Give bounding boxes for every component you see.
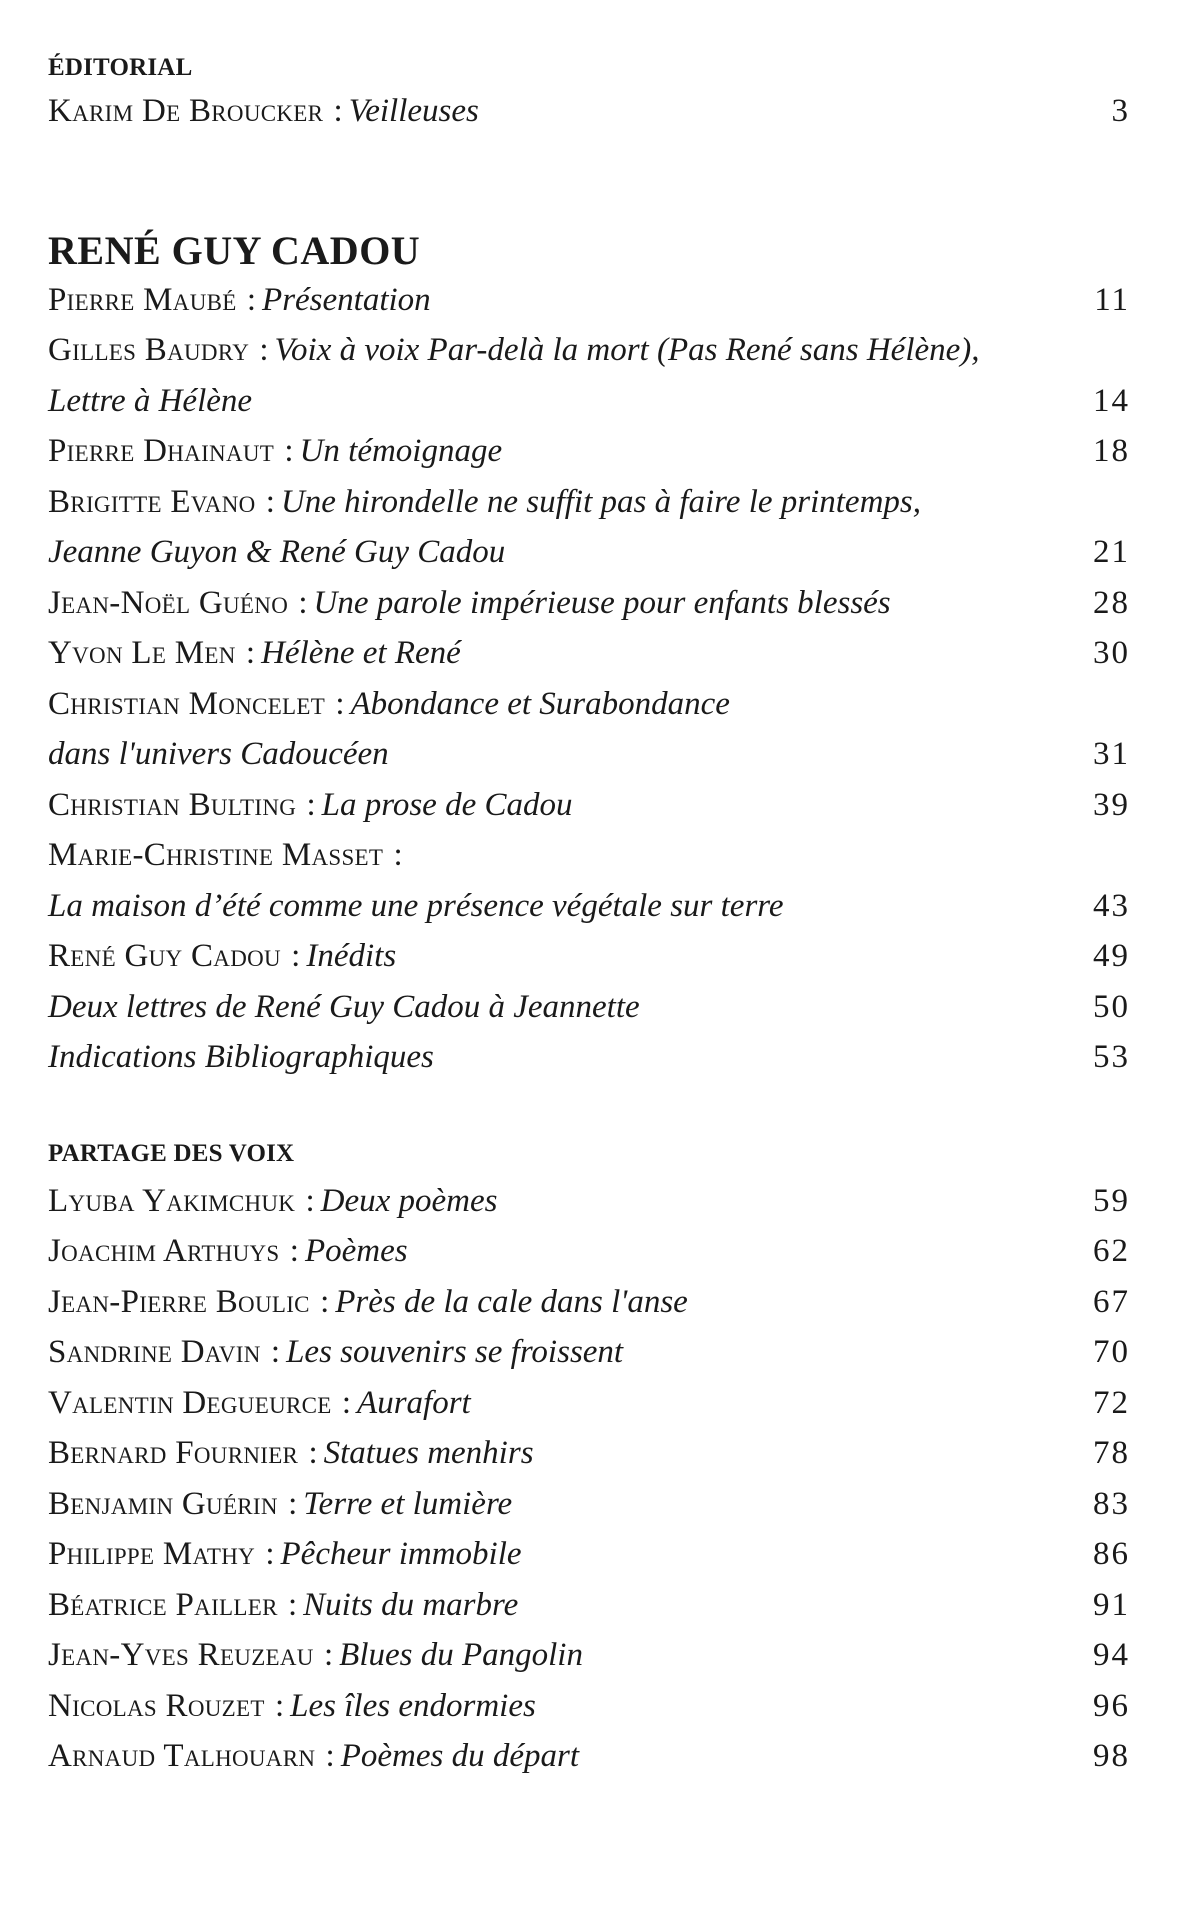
toc-entry: [48, 578, 1130, 629]
toc-entry: [48, 275, 1130, 326]
entry-page-number: 21: [1093, 534, 1130, 570]
entry-text: [48, 1378, 1060, 1429]
toc-entry: [48, 1277, 1130, 1328]
section-partage-des-voix: [48, 1138, 1130, 1782]
entry-text: [48, 426, 1060, 477]
author-separator: :: [282, 938, 301, 974]
entry-title: Deux poèmes: [320, 1182, 498, 1219]
toc-entry: [48, 1529, 1130, 1580]
entry-text: [48, 780, 1060, 831]
entry-text: [48, 628, 1060, 679]
entry-title: Abondance et Surabondance: [350, 685, 730, 722]
author-separator: :: [315, 1637, 334, 1673]
entry-page-number: 62: [1093, 1233, 1130, 1269]
entry-title: Les souvenirs se froissent: [286, 1334, 624, 1370]
entry-title: Poèmes: [304, 1233, 408, 1269]
toc-entry: [48, 1226, 1130, 1277]
author-separator: :: [279, 1586, 298, 1623]
author-separator: :: [311, 1283, 330, 1320]
toc-entry: [48, 679, 1130, 730]
toc-entry: [48, 477, 1130, 528]
section-rene-guy-cadou: [48, 227, 1130, 1083]
entry-title: Indications Bibliographiques: [48, 1039, 434, 1075]
toc-entry: [48, 931, 1130, 982]
toc-entry: [48, 830, 1130, 881]
entry-page-number: 28: [1093, 584, 1130, 621]
entry-page-number: 83: [1093, 1485, 1130, 1522]
entry-author: Karim De Broucker: [48, 93, 324, 129]
entry-title: Terre et lumière: [303, 1485, 513, 1522]
entry-text: [48, 1681, 1060, 1732]
entry-text: [48, 679, 1060, 730]
author-separator: :: [298, 786, 316, 823]
entry-text: [48, 1479, 1060, 1530]
entry-title: Un témoignage: [299, 433, 503, 469]
entry-page-number: 31: [1093, 736, 1130, 772]
entry-text: [48, 982, 1060, 1033]
toc-entry: [48, 780, 1130, 831]
entry-page-number: 11: [1094, 281, 1130, 318]
entry-author: Arnaud Talhouarn: [48, 1738, 316, 1774]
entry-text: [48, 1176, 1060, 1227]
entry-title: Blues du Pangolin: [339, 1637, 583, 1673]
toc-entry: [48, 86, 1130, 137]
entry-title: Les îles endormies: [290, 1687, 536, 1724]
entry-page-number: 49: [1093, 938, 1130, 974]
section-heading: PARTAGE DES VOIX: [48, 1139, 295, 1167]
entry-page-number: 96: [1093, 1687, 1130, 1724]
entry-text: [48, 881, 1060, 932]
toc-entry: [48, 527, 1130, 578]
entry-text: [48, 1277, 1060, 1328]
entry-title: Veilleuses: [348, 93, 479, 129]
toc-entry: [48, 1731, 1130, 1782]
entry-author: Béatrice Pailler: [48, 1586, 278, 1623]
toc-entry: [48, 982, 1130, 1033]
entry-author: Joachim Arthuys: [48, 1233, 280, 1269]
toc-entry: [48, 376, 1130, 427]
entry-text: [48, 275, 1060, 326]
entry-text: [48, 86, 1060, 137]
entry-text: [48, 1226, 1060, 1277]
author-separator: :: [325, 93, 343, 129]
toc-entry: [48, 1327, 1130, 1378]
table-of-contents: [48, 52, 1130, 1782]
toc-entry: [48, 1378, 1130, 1429]
author-separator: :: [300, 1435, 318, 1471]
entry-title: Près de la cale dans l'anse: [335, 1283, 688, 1320]
entry-title: Voix à voix Par-delà la mort (Pas René sans Hélène),: [274, 332, 980, 368]
entry-text: [48, 376, 1060, 427]
entry-text: [48, 1032, 1060, 1083]
entry-author: Valentin Degueurce: [48, 1384, 332, 1421]
entry-text: [48, 527, 1060, 578]
entry-author: Jean-Noël Guéno: [48, 584, 289, 621]
entry-text: [48, 1529, 1060, 1580]
toc-entry: [48, 325, 1130, 376]
entry-text: [48, 1580, 1060, 1631]
author-separator: :: [317, 1738, 335, 1774]
author-separator: :: [290, 584, 308, 621]
entry-author: Yvon Le Men: [48, 635, 236, 671]
entry-title: Hélène et René: [261, 635, 461, 671]
entry-author: Jean-Yves Reuzeau: [48, 1637, 314, 1673]
author-separator: :: [237, 635, 256, 671]
toc-entry: [48, 426, 1130, 477]
entry-title: La prose de Cadou: [321, 786, 573, 823]
entry-text: [48, 1630, 1060, 1681]
author-separator: :: [333, 1384, 352, 1421]
entry-author: Pierre Maubé: [48, 281, 237, 318]
entry-page-number: 67: [1093, 1283, 1130, 1320]
section-editorial: [48, 52, 1130, 137]
section-heading: ÉDITORIAL: [48, 54, 193, 81]
author-separator: :: [257, 1536, 275, 1572]
section-heading: RENÉ GUY CADOU: [48, 227, 421, 273]
toc-entry: [48, 729, 1130, 780]
entry-text: [48, 931, 1060, 982]
entry-text: [48, 729, 1060, 780]
entry-title: dans l'univers Cadoucéen: [48, 736, 389, 772]
entry-title: Inédits: [306, 938, 397, 974]
toc-entry: [48, 1176, 1130, 1227]
entry-author: Marie-Christine Masset: [48, 837, 384, 873]
entry-page-number: 91: [1093, 1586, 1130, 1623]
toc-entry: [48, 1428, 1130, 1479]
entry-page-number: 72: [1093, 1384, 1130, 1421]
entry-page-number: 53: [1093, 1039, 1130, 1075]
entry-page-number: 43: [1093, 887, 1130, 924]
toc-entry: [48, 1630, 1130, 1681]
entry-page-number: 30: [1093, 635, 1130, 671]
entry-author: Benjamin Guérin: [48, 1485, 278, 1522]
entry-title: Une hirondelle ne suffit pas à faire le printemps,: [280, 483, 922, 520]
entry-page-number: 39: [1093, 786, 1130, 823]
entry-title: Lettre à Hélène: [48, 382, 253, 419]
entry-title: Pêcheur immobile: [280, 1536, 522, 1572]
entry-title: Aurafort: [357, 1384, 471, 1421]
toc-entry: [48, 1580, 1130, 1631]
entry-page-number: 50: [1093, 988, 1130, 1025]
entry-author: Philippe Mathy: [48, 1536, 256, 1572]
entry-page-number: 14: [1093, 382, 1130, 419]
toc-entry: [48, 1681, 1130, 1732]
entry-author: Brigitte Evano: [48, 483, 256, 520]
entry-text: [48, 1327, 1060, 1378]
author-separator: :: [327, 685, 345, 722]
author-separator: :: [297, 1182, 315, 1219]
entry-author: Sandrine Davin: [48, 1334, 261, 1370]
author-separator: :: [279, 1485, 298, 1522]
entry-author: Lyuba Yakimchuk: [48, 1182, 296, 1219]
entry-author: Nicolas Rouzet: [48, 1687, 265, 1724]
author-separator: :: [238, 281, 257, 318]
toc-entry: [48, 881, 1130, 932]
entry-title: Une parole impérieuse pour enfants blessés: [313, 584, 891, 621]
entry-text: [48, 578, 1060, 629]
entry-page-number: 94: [1093, 1637, 1130, 1673]
entry-page-number: 3: [1111, 93, 1130, 129]
entry-text: [48, 1428, 1060, 1479]
author-separator: :: [257, 483, 275, 520]
author-separator: :: [281, 1233, 299, 1269]
entry-page-number: 86: [1093, 1536, 1130, 1572]
toc-entry: [48, 628, 1130, 679]
entry-page-number: 98: [1093, 1738, 1130, 1774]
entry-title: Nuits du marbre: [303, 1586, 519, 1623]
entry-title: Statues menhirs: [323, 1435, 534, 1471]
entry-author: Bernard Fournier: [48, 1435, 299, 1471]
entry-page-number: 59: [1093, 1182, 1130, 1219]
entry-author: Gilles Baudry: [48, 332, 250, 368]
author-separator: :: [266, 1687, 285, 1724]
author-separator: :: [385, 837, 403, 873]
author-separator: :: [251, 332, 269, 368]
author-separator: :: [262, 1334, 281, 1370]
entry-text: [48, 830, 1060, 881]
entry-text: [48, 477, 1060, 528]
entry-author: Pierre Dhainaut: [48, 433, 275, 469]
entry-page-number: 78: [1093, 1435, 1130, 1471]
author-separator: :: [276, 433, 294, 469]
entry-text: [48, 325, 1060, 376]
toc-entry: [48, 1479, 1130, 1530]
entry-title: Jeanne Guyon & René Guy Cadou: [48, 534, 506, 570]
entry-author: Christian Moncelet: [48, 685, 326, 722]
entry-title: La maison d’été comme une présence végétale sur terre: [48, 887, 784, 924]
entry-title: Deux lettres de René Guy Cadou à Jeannette: [48, 988, 640, 1025]
entry-page-number: 70: [1093, 1334, 1130, 1370]
entry-text: [48, 1731, 1060, 1782]
toc-entry: [48, 1032, 1130, 1083]
entry-page-number: 18: [1093, 433, 1130, 469]
entry-author: Christian Bulting: [48, 786, 297, 823]
entry-author: Jean-Pierre Boulic: [48, 1283, 310, 1320]
entry-title: Poèmes du départ: [340, 1738, 579, 1774]
entry-author: René Guy Cadou: [48, 938, 281, 974]
entry-title: Présentation: [262, 281, 431, 318]
